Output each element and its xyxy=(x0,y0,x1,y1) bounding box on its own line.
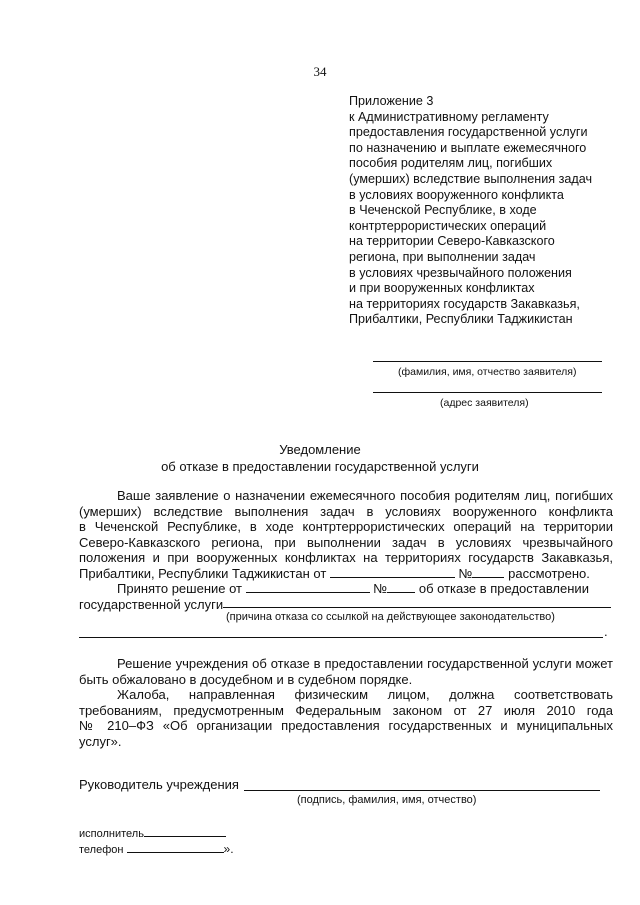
head-caption: (подпись, фамилия, имя, отчество) xyxy=(297,794,477,806)
service-label: государственной услуги xyxy=(79,597,224,612)
head-signature-line[interactable] xyxy=(244,790,600,791)
reason-caption: (причина отказа со ссылкой на действующее законодательство) xyxy=(226,611,555,623)
phone-field[interactable] xyxy=(127,842,224,853)
head-label: Руководитель учреждения xyxy=(79,777,239,792)
appendix-line: предоставления государственной услуги xyxy=(349,125,588,140)
review-date-row xyxy=(79,566,590,581)
paragraph-line: положения и при вооруженных конфликтах на территориях государств Закавказья, xyxy=(79,550,613,566)
decision-date-field[interactable] xyxy=(246,581,370,593)
executor-row xyxy=(79,826,226,840)
decision-text: Принято решение от xyxy=(117,581,243,596)
paragraph-line: в Чеченской Республике, в ходе контртеррористических операций на территории xyxy=(79,519,613,535)
review-number-field[interactable] xyxy=(472,566,504,578)
paragraph-line: Жалоба, направленная физическим лицом, должна соответствовать xyxy=(117,687,613,702)
appendix-line: в условиях вооруженного конфликта xyxy=(349,187,564,202)
page-number: 34 xyxy=(313,64,327,79)
notice-subtitle: об отказе в предоставлении государственной услуги xyxy=(161,459,479,474)
paragraph-line: быть обжаловано в досудебном и в судебном порядке. xyxy=(79,671,413,687)
service-row xyxy=(79,597,223,612)
decision-row xyxy=(117,581,589,596)
appendix-line: на территориях государств Закавказья, xyxy=(349,296,580,311)
applicant-address-caption: (адрес заявителя) xyxy=(440,397,529,409)
phone-row xyxy=(79,842,234,856)
review-text: Прибалтики, Республики Таджикистан от xyxy=(79,566,327,581)
appendix-line: к Административному регламенту xyxy=(349,109,549,124)
paragraph-line: услуг». xyxy=(79,733,122,749)
review-date-field[interactable] xyxy=(330,566,455,578)
appendix-line: на территории Северо-Кавказского xyxy=(349,234,555,249)
appendix-line: в Чеченской Республике, в ходе xyxy=(349,203,537,218)
reason-line-1[interactable] xyxy=(223,607,611,608)
paragraph-line: № 210–ФЗ «Об организации предоставления государственных и муниципальных xyxy=(79,718,613,734)
appeal-paragraph xyxy=(79,656,613,687)
phone-end: ». xyxy=(223,842,234,856)
reason-end: . xyxy=(604,624,608,639)
paragraph-line: (умерших) вследствие выполнения задач в условиях вооруженного конфликта xyxy=(79,503,613,519)
paragraph-line: Ваше заявление о назначении ежемесячного пособия родителям лиц, погибших xyxy=(117,488,613,503)
decision-number-field[interactable] xyxy=(387,581,415,593)
phone-label: телефон xyxy=(79,844,124,856)
appendix-header xyxy=(349,94,592,328)
complaint-paragraph xyxy=(79,687,613,749)
review-status: рассмотрено. xyxy=(508,566,590,581)
appendix-line: (умерших) вследствие выполнения задач xyxy=(349,171,593,186)
number-sign: № xyxy=(373,581,388,596)
appendix-line: и при вооруженных конфликтах xyxy=(349,281,535,296)
notice-paragraph xyxy=(79,488,613,566)
notice-title: Уведомление xyxy=(279,442,361,457)
appendix-line: Прибалтики, Республики Таджикистан xyxy=(349,312,573,327)
applicant-name-line xyxy=(373,361,602,362)
paragraph-line: Решение учреждения об отказе в предоставлении государственной услуги может xyxy=(117,656,613,671)
executor-field[interactable] xyxy=(144,826,226,837)
reason-line-2[interactable] xyxy=(79,637,603,638)
paragraph-line: Северо-Кавказского региона, при выполнении задач в условиях чрезвычайного xyxy=(79,534,613,550)
applicant-address-line xyxy=(373,392,602,393)
appendix-line: пособия родителям лиц, погибших xyxy=(349,156,553,171)
appendix-line: Приложение 3 xyxy=(349,94,434,108)
decision-refusal: об отказе в предоставлении xyxy=(418,581,589,596)
appendix-line: контртеррористических операций xyxy=(349,218,547,233)
appendix-line: региона, при выполнении задач xyxy=(349,249,536,264)
number-sign: № xyxy=(458,566,473,581)
executor-label: исполнитель xyxy=(79,828,144,840)
appendix-line: по назначению и выплате ежемесячного xyxy=(349,140,587,155)
paragraph-line: требованиям, предусмотренным Федеральным законом от 27 июля 2010 года xyxy=(79,702,613,718)
appendix-line: в условиях чрезвычайного положения xyxy=(349,265,572,280)
applicant-name-caption: (фамилия, имя, отчество заявителя) xyxy=(398,366,577,378)
